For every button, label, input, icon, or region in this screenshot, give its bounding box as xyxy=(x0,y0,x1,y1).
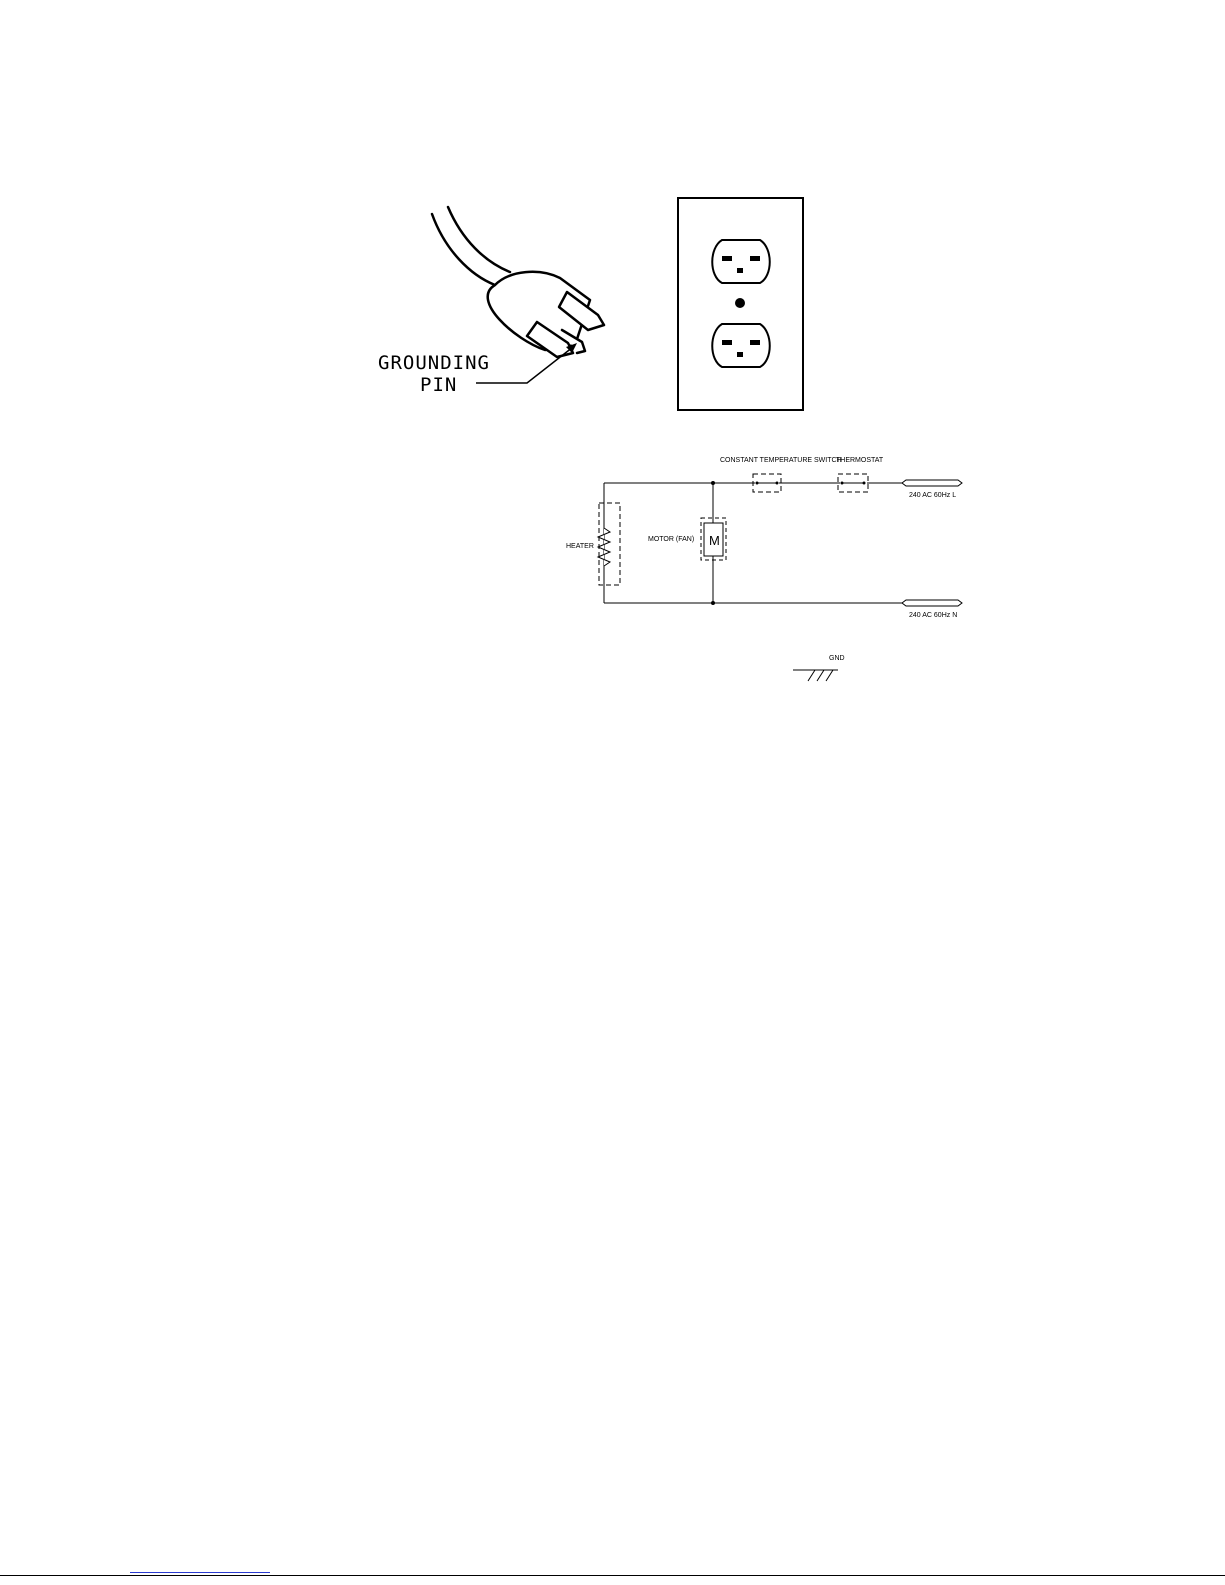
thermostat-symbol xyxy=(838,474,868,492)
motor-symbol-letter: M xyxy=(709,533,720,548)
heater-label: HEATER xyxy=(566,543,594,550)
terminal-l xyxy=(902,480,962,486)
constant-temperature-switch-symbol xyxy=(753,474,781,492)
constant-temperature-switch-label: CONSTANT TEMPERATURE SWITCH xyxy=(720,457,842,464)
footer-rule xyxy=(0,1575,1225,1576)
thermostat-label: THERMOSTAT xyxy=(836,457,884,464)
line-l-label: 240 AC 60Hz L xyxy=(909,492,957,499)
footer-link-underline xyxy=(130,1572,270,1573)
heater-symbol xyxy=(598,503,620,585)
grounding-pin-label-line2: PIN xyxy=(420,374,458,396)
grounding-pin-label-line1: GROUNDING xyxy=(378,352,490,374)
ground-symbol xyxy=(793,670,838,681)
motor-fan-label: MOTOR (FAN) xyxy=(648,536,695,543)
terminal-n xyxy=(902,600,962,606)
line-n-label: 240 AC 60Hz N xyxy=(909,612,958,619)
gnd-label: GND xyxy=(829,655,845,662)
